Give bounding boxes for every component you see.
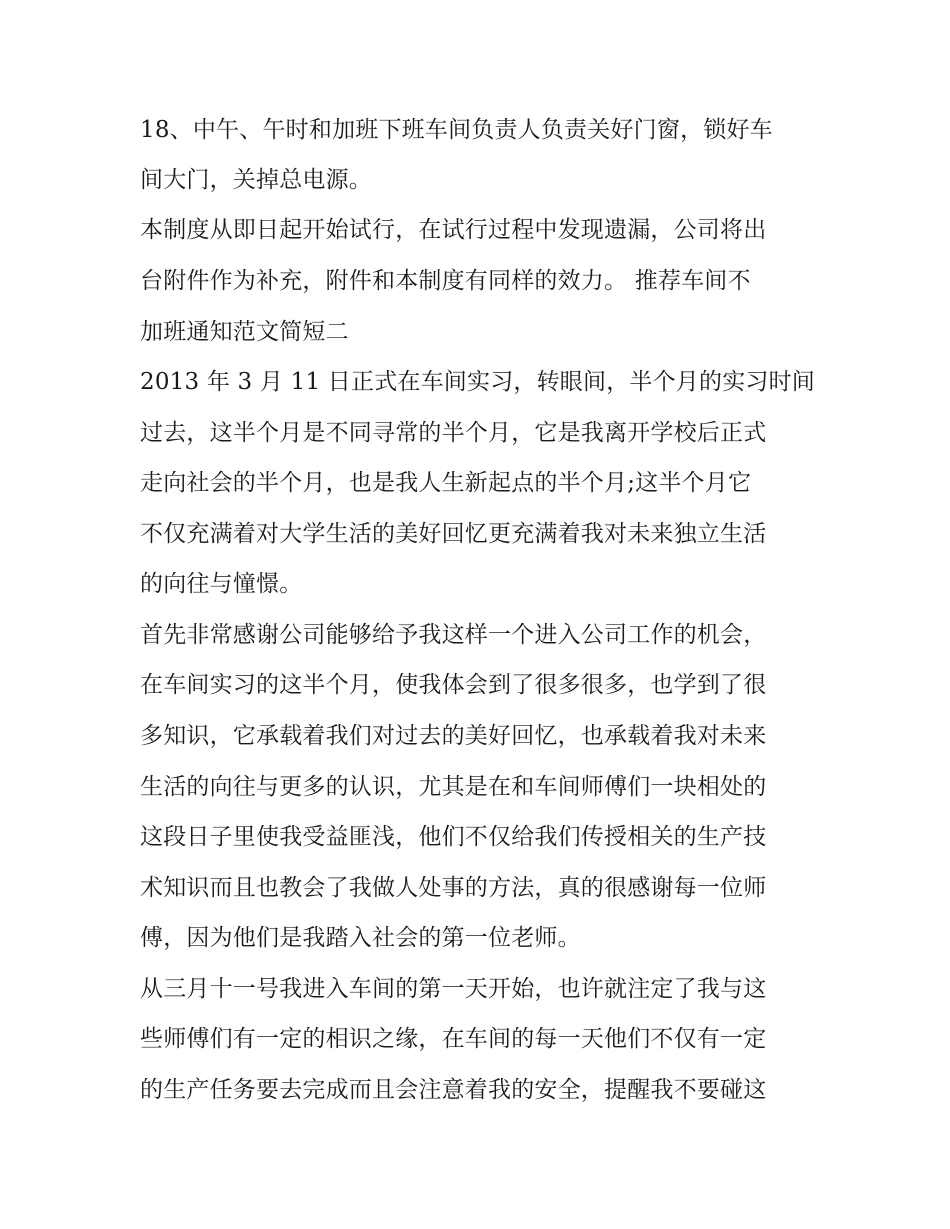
text-line: 2013 年 3 月 11 日正式在车间实习，转眼间，半个月的实习时间 <box>140 369 815 395</box>
text-line: 加班通知范文简短二 <box>140 319 349 345</box>
text-line: 的向往与憧憬。 <box>140 571 303 597</box>
text-line: 在车间实习的这半个月，使我体会到了很多很多，也学到了很 <box>140 672 767 698</box>
text-line: 18、中午、午时和加班下班车间负责人负责关好门窗，锁好车 <box>140 117 773 143</box>
text-line: 间大门，关掉总电源。 <box>140 167 372 193</box>
text-line: 首先非常感谢公司能够给予我这样一个进入公司工作的机会， <box>140 622 767 648</box>
text-line: 些师傅们有一定的相识之缘，在车间的每一天他们不仅有一定 <box>140 1026 767 1052</box>
text-line: 过去，这半个月是不同寻常的半个月，它是我离开学校后正式 <box>140 420 767 446</box>
text-line: 这段日子里使我受益匪浅，他们不仅给我们传授相关的生产技 <box>140 824 767 850</box>
text-line: 本制度从即日起开始试行，在试行过程中发现遗漏，公司将出 <box>140 217 767 243</box>
text-line: 傅，因为他们是我踏入社会的第一位老师。 <box>140 925 581 951</box>
text-line: 术知识而且也教会了我做人处事的方法，真的很感谢每一位师 <box>140 875 767 901</box>
text-line: 多知识，它承载着我们对过去的美好回忆，也承载着我对未来 <box>140 723 767 749</box>
text-line: 台附件作为补充，附件和本制度有同样的效力。 推荐车间不 <box>140 268 751 294</box>
text-line: 的生产任务要去完成而且会注意着我的安全，提醒我不要碰这 <box>140 1077 767 1103</box>
text-line: 从三月十一号我进入车间的第一天开始，也许就注定了我与这 <box>140 976 767 1002</box>
text-line: 生活的向往与更多的认识，尤其是在和车间师傅们一块相处的 <box>140 774 767 800</box>
text-line: 不仅充满着对大学生活的美好回忆更充满着我对未来独立生活 <box>140 521 767 547</box>
text-line: 走向社会的半个月，也是我人生新起点的半个月;这半个月它 <box>140 470 752 496</box>
